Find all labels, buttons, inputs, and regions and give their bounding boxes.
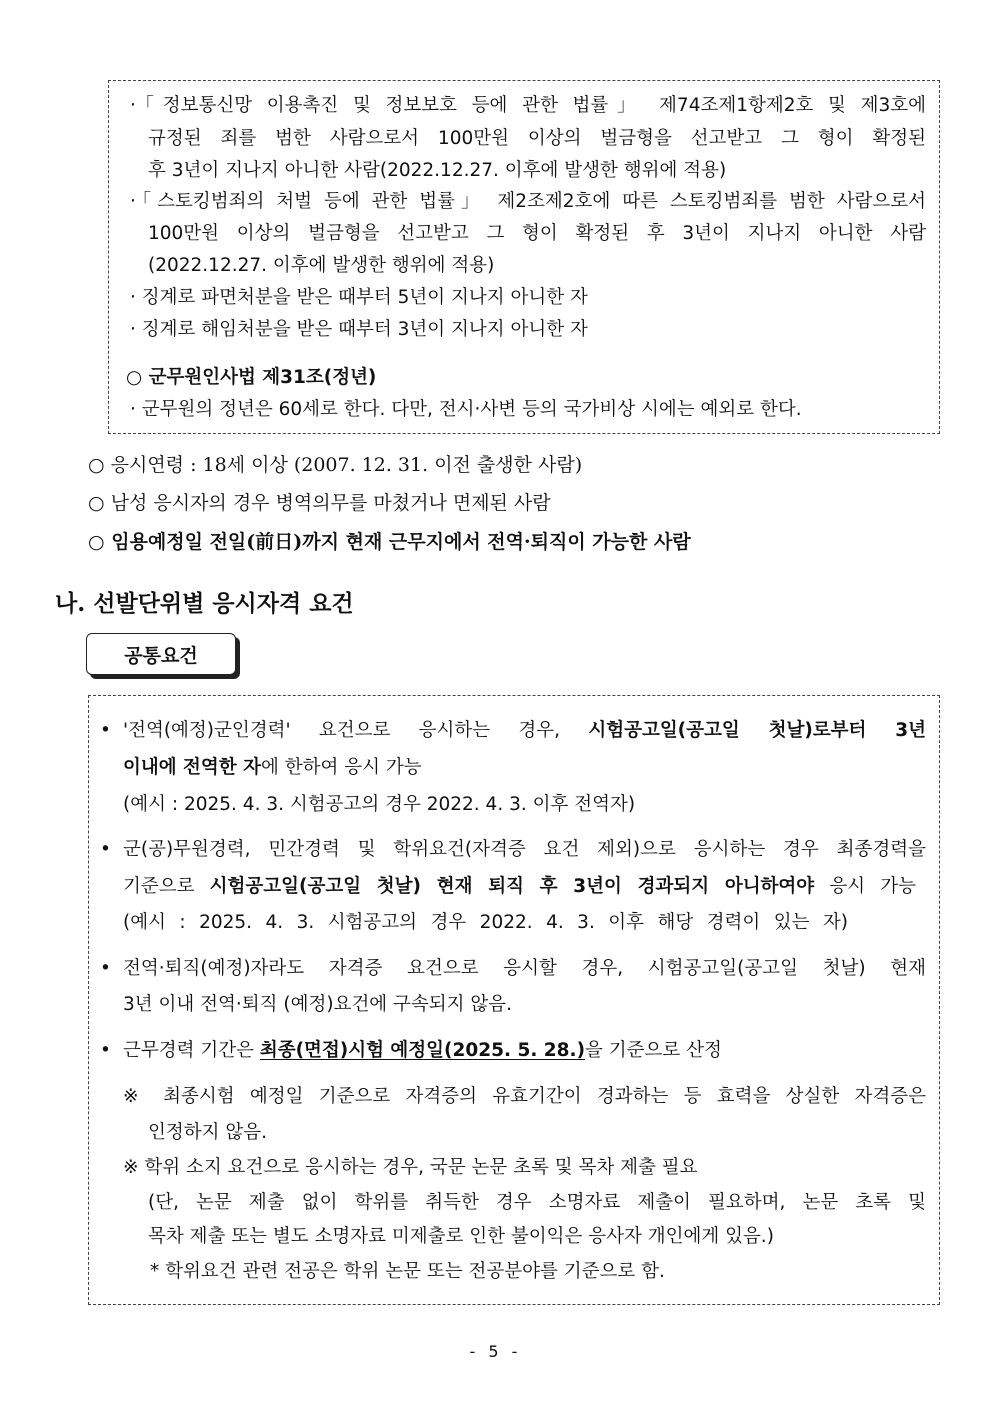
bullet-4-text-2: 을 기준으로 산정 (585, 1040, 722, 1061)
provision-2-line-3: (2022.12.27. 이후에 발생한 행위에 적용) (148, 255, 495, 276)
bullet-2-emphasis: 시험공고일(공고일 첫날) 현재 퇴직 후 3년이 경과되지 아니하여야 (209, 876, 815, 897)
bullet-4-marker: • (100, 1040, 111, 1061)
bullet-1-text-2: 에 한하여 응시 가능 (260, 757, 422, 778)
note-2-line-2: (단, 논문 제출 없이 학위를 취득한 경우 소명자료 제출이 필요하며, 논문 초록 및 (148, 1192, 926, 1213)
bullet-2-line-1: 군(공)무원경력, 민간경력 및 학위요건(자격증 요건 제외)으로 응시하는 경우 최종경력을 (123, 839, 926, 860)
condition-military-service: ○ 남성 응시자의 경우 병역의무를 마쳤거나 면제된 사람 (88, 492, 551, 514)
bullet-2-marker: • (100, 839, 111, 860)
bullet-1-emphasis: 시험공고일(공고일 첫날)로부터 3년 (588, 720, 926, 741)
note-2-line-4: * 학위요건 관련 전공은 학위 논문 또는 전공분야를 기준으로 함. (150, 1261, 665, 1282)
bullet-1-text: '전역(예정)군인경력' 요건으로 응시하는 경우, (123, 720, 589, 741)
bullet-2-example: (예시 : 2025. 4. 3. 시험공고의 경우 2022. 4. 3. 이후 해당 경력이 있는 자) (123, 912, 848, 933)
common-requirements-text: 공통요건 (124, 644, 198, 667)
bullet-1-example: (예시 : 2025. 4. 3. 시험공고의 경우 2022. 4. 3. 이후 전역자) (123, 794, 636, 815)
provision-4: · 징계로 해임처분을 받은 때부터 3년이 지나지 아니한 자 (130, 319, 588, 340)
provision-1-line-1: ·「정보통신망 이용촉진 및 정보보호 등에 관한 법률」 제74조제1항제2호 및 제3호에 (130, 95, 926, 116)
final-exam-date: 최종(면접)시험 예정일(2025. 5. 28.) (259, 1040, 586, 1061)
provision-2-line-1: ·「스토킹범죄의 처벌 등에 관한 법률」 제2조제2호에 따른 스토킹범죄를 범한 사람으로서 (130, 191, 926, 212)
bullet-3-marker: • (100, 958, 111, 979)
page-number: - 5 - (469, 1342, 522, 1361)
common-requirements-label (86, 633, 236, 675)
retirement-text: · 군무원의 정년은 60세로 한다. 다만, 전시·사변 등의 국가비상 시에는 예외로 한다. (130, 399, 802, 420)
provision-1-line-3: 후 3년이 지나지 아니한 사람(2022.12.27. 이후에 발생한 행위에 적용) (148, 160, 727, 181)
retirement-subheading: ○ 군무원인사법 제31조(정년) (126, 367, 377, 388)
bullet-3-line-2: 3년 이내 전역·퇴직 (예정)요건에 구속되지 않음. (123, 994, 513, 1015)
condition-discharge: ○ 임용예정일 전일(前日)까지 현재 근무지에서 전역·퇴직이 가능한 사람 (88, 531, 691, 553)
bullet-2-text-2: 응시 가능 (814, 876, 916, 897)
condition-age: ○ 응시연령 : 18세 이상 (2007. 12. 31. 이전 출생한 사람) (88, 454, 583, 476)
bullet-2-line-2 (123, 874, 916, 900)
bullet-1-line-2 (123, 755, 422, 781)
provision-2-line-2: 100만원 이상의 벌금형을 선고받고 그 형이 확정된 후 3년이 지나지 아니한 사람 (148, 223, 926, 244)
bullet-4-text: 근무경력 기간은 (123, 1040, 260, 1061)
note-2-line-1: ※ 학위 소지 요건으로 응시하는 경우, 국문 논문 초록 및 목차 제출 필요 (123, 1157, 698, 1178)
bullet-1-emphasis-2: 이내에 전역한 자 (123, 757, 261, 778)
note-1-line-2: 인정하지 않음. (148, 1122, 267, 1143)
note-2-line-3: 목차 제출 또는 별도 소명자료 미제출로 인한 불이익은 응사자 개인에게 있음.) (148, 1226, 774, 1247)
provision-3: · 징계로 파면처분을 받은 때부터 5년이 지나지 아니한 자 (130, 287, 588, 308)
bullet-4-line (123, 1038, 722, 1064)
bullet-2-text: 기준으로 (123, 876, 210, 897)
bullet-1-line-1 (123, 718, 926, 744)
bullet-3-line-1: 전역·퇴직(예정)자라도 자격증 요건으로 응시할 경우, 시험공고일(공고일 첫날) 현재 (123, 958, 926, 979)
provision-1-line-2: 규정된 죄를 범한 사람으로서 100만원 이상의 벌금형을 선고받고 그 형이 확정된 (148, 128, 926, 149)
section-heading: 나. 선발단위별 응시자격 요건 (55, 590, 354, 617)
note-1-line-1: ※ 최종시험 예정일 기준으로 자격증의 유효기간이 경과하는 등 효력을 상실한 자격증은 (123, 1086, 926, 1107)
bullet-1-marker: • (100, 720, 111, 741)
